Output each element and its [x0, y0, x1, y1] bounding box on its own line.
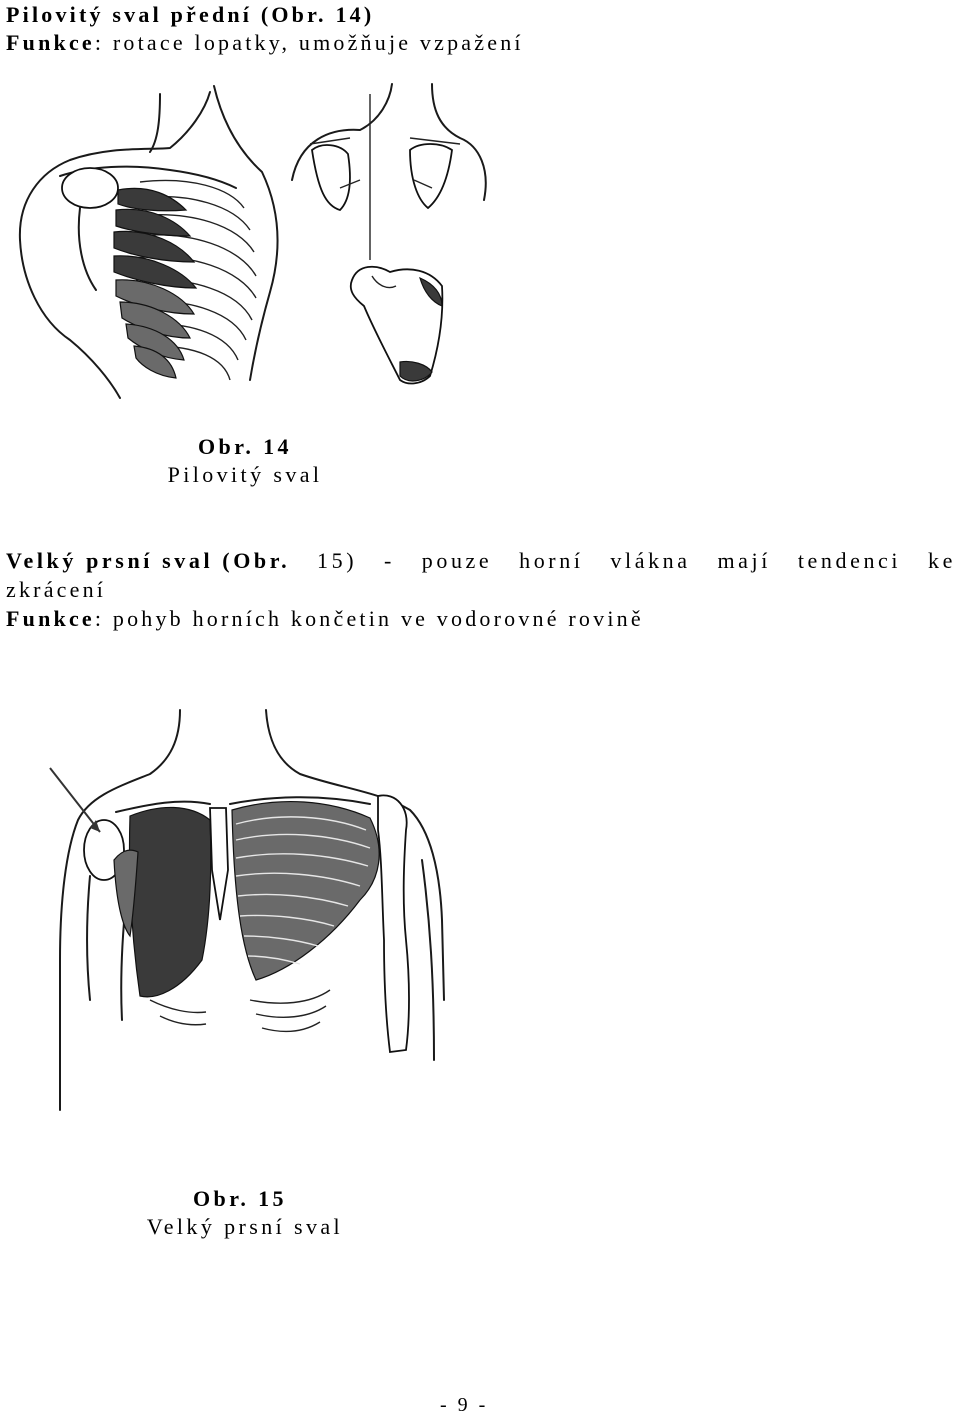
figure15-illustration	[30, 700, 470, 1120]
figure14-label: Obr. 14	[198, 434, 292, 459]
figure15-label: Obr. 15	[193, 1186, 287, 1211]
page-number: - 9 -	[440, 1394, 489, 1416]
figure14-title: Pilovitý sval	[167, 462, 323, 487]
function-text: : pohyb horních končetin ve vodorovné rovině	[94, 606, 644, 631]
section2-word: mají	[717, 548, 771, 573]
section2-heading-bold: Velký prsní sval (Obr.	[6, 548, 291, 573]
section1-function	[6, 30, 524, 56]
section2-word: tendenci	[797, 548, 902, 573]
section2-word: -	[383, 548, 395, 573]
section2-function	[6, 606, 644, 632]
section2-word: horní	[519, 548, 584, 573]
function-label: Funkce	[6, 606, 95, 631]
figure15-title: Velký prsní sval	[146, 1214, 344, 1239]
function-text: : rotace lopatky, umožňuje vzpažení	[94, 30, 524, 55]
section1-heading: Pilovitý sval přední (Obr. 14)	[6, 2, 375, 27]
function-label: Funkce	[6, 30, 95, 55]
section2-heading	[6, 548, 956, 574]
figure14-illustration	[0, 80, 500, 410]
section2-word: vlákna	[610, 548, 691, 573]
section2-word: pouze	[421, 548, 493, 573]
section2-word: ke	[927, 548, 956, 573]
section2-heading-line2: zkrácení	[6, 577, 107, 602]
section2-word: 15)	[317, 548, 358, 573]
